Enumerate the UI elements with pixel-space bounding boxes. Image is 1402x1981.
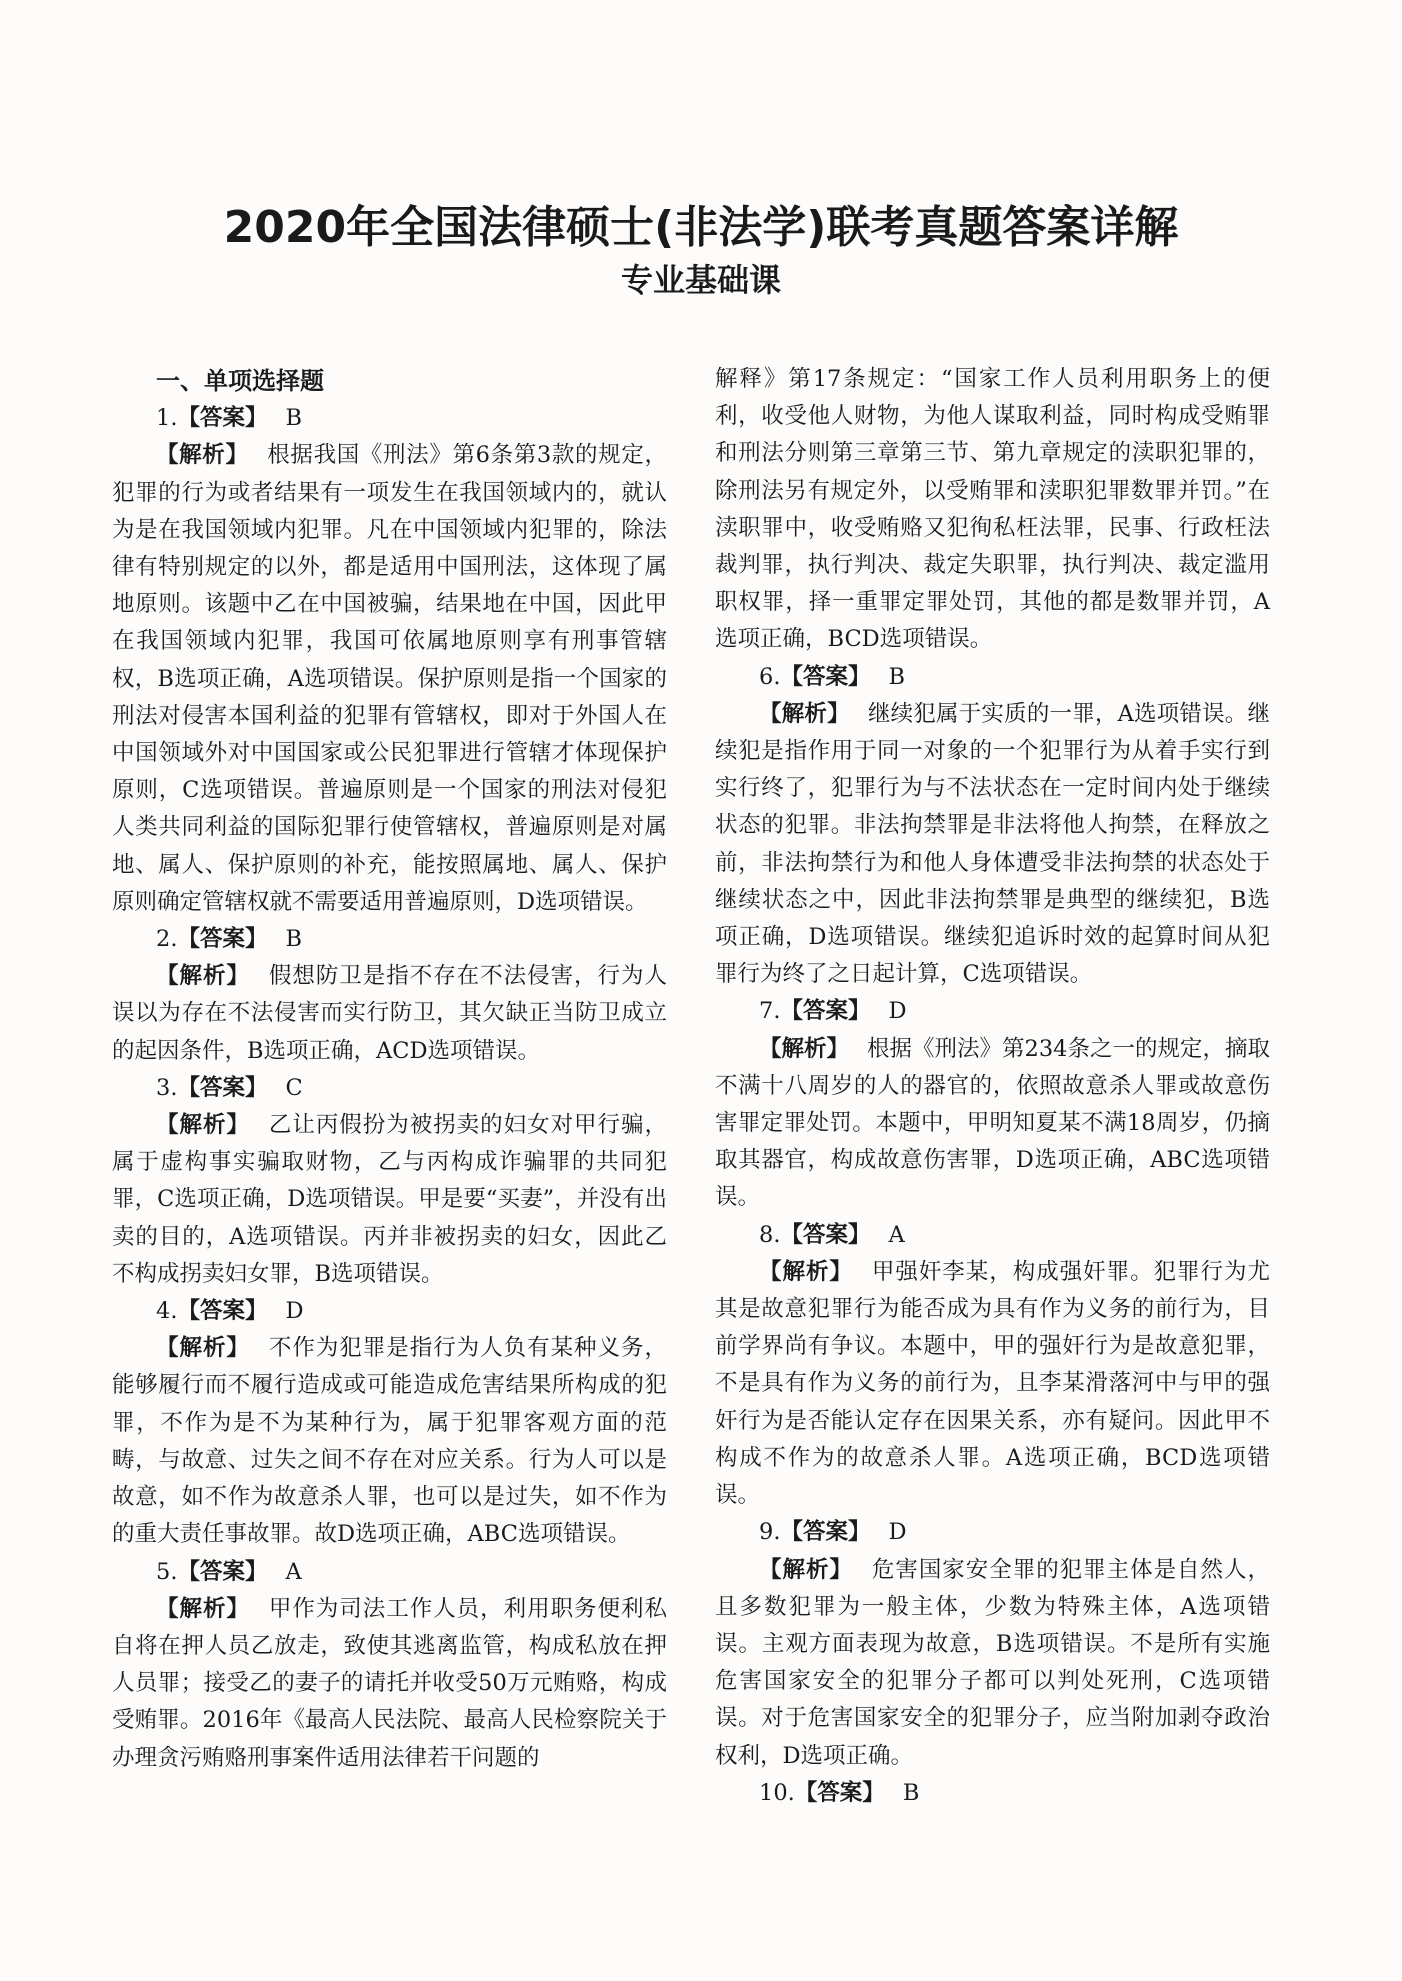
- analysis-paragraph: 【解析】 不作为犯罪是指行为人负有某种义务，能够履行而不履行造成或可能造成危害结果所构成的犯罪，不作为是不为某种行为，属于犯罪客观方面的范畴，与故意、过失之间不存在对应关系。行为人可以是故意，如不作为故意杀人罪，也可以是过失，如不作为的重大责任事故罪。故D选项正确，ABC选项错误。: [112, 1335, 667, 1548]
- continued-paragraph: 解释》第17条规定：“国家工作人员利用职务上的便利，收受他人财物，为他人谋取利益，同时构成受贿罪和刑法分则第三章第三节、第九章规定的渎职犯罪的，除刑法另有规定外，以受贿罪和渎职犯罪数罪并罚。”在渎职罪中，收受贿赂又犯徇私枉法罪，民事、行政枉法裁判罪，执行判决、裁定失职罪，执行判决、裁定滥用职权罪，择一重罪定罪处罚，其他的都是数罪并罚，A选项正确，BCD选项错误。: [715, 366, 1270, 653]
- analysis-paragraph: 【解析】 继续犯属于实质的一罪，A选项错误。继续犯是指作用于同一对象的一个犯罪行为从着手实行到实行终了，犯罪行为与不法状态在一定时间内处于继续状态的犯罪。非法拘禁罪是非法将他人拘禁，在释放之前，非法拘禁行为和他人身体遭受非法拘禁的状态处于继续状态之中，因此非法拘禁罪是典型的继续犯，B选项正确，D选项错误。继续犯追诉时效的起算时间从犯罪行为终了之日起计算，C选项错误。: [715, 700, 1270, 988]
- analysis-paragraph: 【解析】 假想防卫是指不存在不法侵害，行为人误以为存在不法侵害而实行防卫，其欠缺正当防卫成立的起因条件，B选项正确，ACD选项错误。: [112, 963, 667, 1064]
- section-title: 一、单项选择题: [156, 367, 324, 395]
- left-column: [112, 363, 667, 1777]
- answer-line: 8.【答案】 A: [759, 1221, 905, 1248]
- page-subtitle: 专业基础课: [620, 261, 781, 299]
- answer-line: 7.【答案】 D: [759, 998, 907, 1025]
- answer-line: 10.【答案】 B: [759, 1779, 920, 1806]
- analysis-paragraph: 【解析】 危害国家安全罪的犯罪主体是自然人，且多数犯罪为一般主体，少数为特殊主体，A选项错误。主观方面表现为故意，B选项错误。不是所有实施危害国家安全的犯罪分子都可以判处死刑，C选项错误。对于危害国家安全的犯罪分子，应当附加剥夺政治权利，D选项正确。: [715, 1556, 1270, 1769]
- answer-line: 4.【答案】 D: [156, 1298, 304, 1325]
- analysis-paragraph: 【解析】 甲强奸李某，构成强奸罪。犯罪行为尤其是故意犯罪行为能否成为具有作为义务的前行为，目前学界尚有争议。本题中，甲的强奸行为是故意犯罪，不是具有作为义务的前行为，且李某滑落河中与甲的强奸行为是否能认定存在因果关系，亦有疑问。因此甲不构成不作为的故意杀人罪。A选项正确，BCD选项错误。: [715, 1258, 1270, 1509]
- analysis-paragraph: 【解析】 根据《刑法》第234条之一的规定，摘取不满十八周岁的人的器官的，依照故意杀人罪或故意伤害罪定罪处罚。本题中，甲明知夏某不满18周岁，仍摘取其器官，构成故意伤害罪，D选项正确，ABC选项错误。: [715, 1035, 1270, 1211]
- answer-line: 6.【答案】 B: [759, 663, 906, 690]
- answer-line: 3.【答案】 C: [156, 1074, 303, 1101]
- page-title: 2020年全国法律硕士(非法学)联考真题答案详解: [223, 202, 1179, 253]
- right-column: [715, 361, 1270, 1812]
- answer-line: 1.【答案】 B: [156, 405, 303, 432]
- analysis-paragraph: 【解析】 根据我国《刑法》第6条第3款的规定，犯罪的行为或者结果有一项发生在我国领域内的，就认为是在我国领域内犯罪。凡在中国领域内犯罪的，除法律有特别规定的以外，都是适用中国刑法，这体现了属地原则。该题中乙在中国被骗，结果地在中国，因此甲在我国领域内犯罪，我国可依属地原则享有刑事管辖权，B选项正确，A选项错误。保护原则是指一个国家的刑法对侵害本国利益的犯罪有管辖权，即对于外国人在中国领域外对中国国家或公民犯罪进行管辖才体现保护原则，C选项错误。普遍原则是一个国家的刑法对侵犯人类共同利益的国际犯罪行使管辖权，普遍原则是对属地、属人、保护原则的补充，能按照属地、属人、保护原则确定管辖权就不需要适用普遍原则，D选项错误。: [112, 442, 667, 915]
- analysis-paragraph: 【解析】 乙让丙假扮为被拐卖的妇女对甲行骗，属于虚构事实骗取财物，乙与丙构成诈骗罪的共同犯罪，C选项正确，D选项错误。甲是要“买妻”，并没有出卖的目的，A选项错误。丙并非被拐卖的妇女，因此乙不构成拐卖妇女罪，B选项错误。: [112, 1112, 667, 1287]
- analysis-paragraph: 【解析】 甲作为司法工作人员，利用职务便利私自将在押人员乙放走，致使其逃离监管，构成私放在押人员罪；接受乙的妻子的请托并收受50万元贿赂，构成受贿罪。2016年《最高人民法院、最高人民检察院关于办理贪污贿赂刑事案件适用法律若干问题的: [112, 1595, 667, 1771]
- answer-line: 5.【答案】 A: [156, 1558, 302, 1585]
- answer-line: 2.【答案】 B: [156, 926, 303, 953]
- answer-line: 9.【答案】 D: [759, 1519, 907, 1546]
